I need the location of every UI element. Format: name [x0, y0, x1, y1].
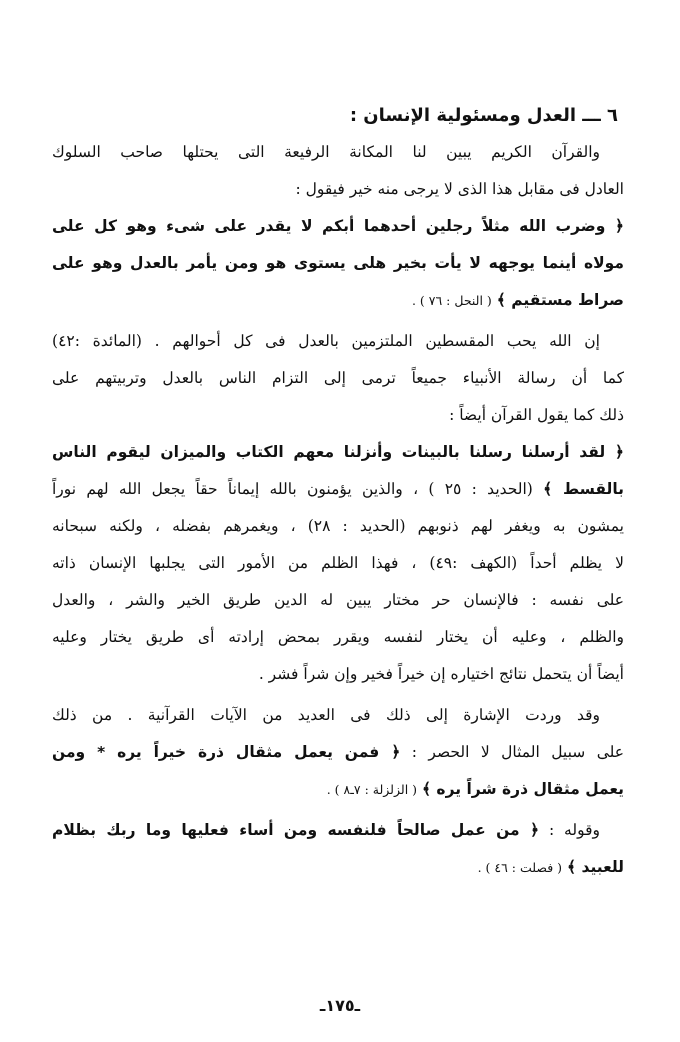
verse-line-2: مولاه أينما يوجهه لا يأت بخير هلى يستوى هو ومن يأمر بالعدل وهو على [52, 254, 624, 272]
text-line-11: أيضاً أن يتحمل نتائج اختياره إن خيراً فخير وإن شراً فشر . [258, 665, 624, 683]
verse-text: صراط مستقيم ﴾ [496, 291, 624, 309]
verse-line-1: ﴿ وضرب الله مثلاً رجلين أحدهما أبكم لا يقدر على شىء وهو كل على [52, 217, 624, 235]
text-line-12: وقد وردت الإشارة إلى ذلك فى العديد من الآيات القرآنية . من ذلك [52, 706, 600, 724]
text-line-4: كما أن رسالة الأنبياء جميعاً ترمى إلى التزام الناس بالعدل وتربيتهم على [52, 369, 624, 387]
verse-reference: ( النحل : ٧٦ ) . [411, 293, 492, 308]
text-line-9: على نفسه : فالإنسان حر مختار يبين له الدين طريق الخير والشر ، والعدل [52, 591, 624, 609]
text-line-15 [52, 812, 624, 849]
text-fragment: وقوله : [548, 821, 600, 839]
text-line-2: العادل فى مقابل هذا الذى لا يرجى منه خير فيقول : [295, 180, 624, 198]
text-line-8: لا يظلم أحداً (الكهف :٤٩) ، فهذا الظلم من الأمور التى يجلبها الإنسان ذاته [52, 554, 624, 572]
page-number: ـ١٧٥ـ [319, 996, 361, 1015]
verse-reference: ( الزلزلة : ٧ـ٨ ) . [326, 782, 418, 797]
text-line-16 [52, 849, 624, 886]
text-line-7: يمشون به ويغفر لهم ذنوبهم (الحديد : ٢٨) ، ويغمرهم بفضله ، ولكنه سبحانه [52, 517, 624, 535]
text-line-13 [52, 734, 624, 771]
text-fragment: (الحديد : ٢٥ ) ، والذين يؤمنون بالله إيماناً حقاً يجعل الله لهم نوراً [52, 480, 533, 498]
verse-text: ﴿ من عمل صالحاً فلنفسه ومن أساء فعليها وما ربك بظلام [52, 821, 540, 839]
text-line-14 [52, 771, 624, 808]
text-line-6 [52, 471, 624, 508]
verse-text: يعمل مثقال ذرة شراً يره ﴾ [421, 780, 624, 798]
verse-reference: ( فصلت : ٤٦ ) . [477, 860, 563, 875]
text-line-3: إن الله يحب المقسطين الملتزمين بالعدل فى كل أحوالهم . (المائدة :٤٢) [52, 332, 600, 350]
verse-line-4: ﴿ لقد أرسلنا رسلنا بالبينات وأنزلنا معهم الكتاب والميزان ليقوم الناس [52, 443, 624, 461]
verse-text: ﴿ فمن يعمل مثقال ذرة خيراً يره * ومن [52, 743, 401, 761]
section-heading: ٦ ـــ العدل ومسئولية الإنسان : [349, 105, 618, 126]
text-line-1: والقرآن الكريم يبين لنا المكانة الرفيعة التى يحتلها صاحب السلوك [52, 143, 600, 161]
verse-text: للعبيد ﴾ [567, 858, 624, 876]
verse-line-3 [52, 282, 624, 319]
text-fragment: على سبيل المثال لا الحصر : [411, 743, 624, 761]
text-line-10: والظلم ، وعليه أن يختار لنفسه ويقرر بمحض إرادته أى طريق يختار وعليه [52, 628, 624, 646]
text-line-5: ذلك كما يقول القرآن أيضاً : [449, 406, 624, 424]
verse-text: بالقسط ﴾ [543, 480, 624, 498]
